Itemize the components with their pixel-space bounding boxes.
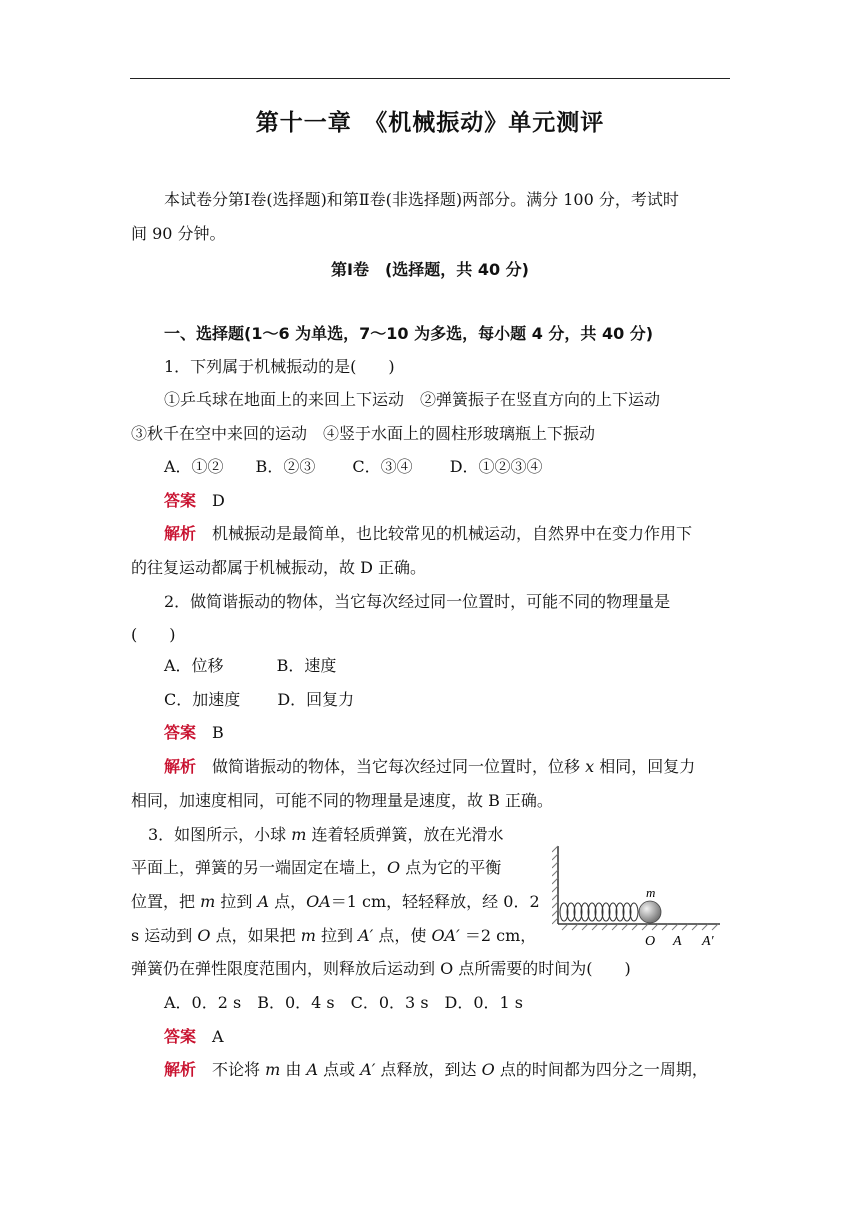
text: 点为它的平衡 xyxy=(400,858,502,877)
variable-m: m xyxy=(200,892,216,911)
variable-OA-prime: OA′ xyxy=(431,926,460,945)
q2-analysis-line2: 相同，加速度相同，可能不同的物理量是速度，故 B 正确。 xyxy=(131,791,553,810)
answer-value: D xyxy=(212,491,225,510)
analysis-label: 解析 xyxy=(164,524,197,543)
floor-hatch xyxy=(562,924,718,930)
analysis-text: 机械振动是最简单，也比较常见的机械运动，自然界中在变力作用下 xyxy=(212,524,693,543)
q1-options: A．①② B．②③ C．③④ D．①②③④ xyxy=(164,457,543,476)
label-O: O xyxy=(645,934,656,949)
analysis-text: 做简谐振动的物体，当它每次经过同一位置时，位移 xyxy=(212,757,586,776)
q3-stem-line5: 弹簧仍在弹性限度范围内，则释放后运动到 O 点所需要的时间为( ) xyxy=(131,959,631,978)
text: 点释放，到达 xyxy=(375,1060,482,1079)
variable-A-prime: A′ xyxy=(358,926,374,945)
intro-line-1: 本试卷分第Ⅰ卷(选择题)和第Ⅱ卷(非选择题)两部分。满分 100 分，考试时 xyxy=(164,190,679,209)
variable-m: m xyxy=(265,1060,281,1079)
q1-analysis-line2: 的往复运动都属于机械振动，故 D 正确。 xyxy=(131,558,427,577)
answer-label: 答案 xyxy=(164,491,197,510)
text: s 运动到 xyxy=(131,926,198,945)
analysis-text: 相同，回复力 xyxy=(594,757,696,776)
q1-stem: 1．下列属于机械振动的是( ) xyxy=(164,357,395,376)
text: 点，如果把 xyxy=(210,926,301,945)
q3-stem-line4 xyxy=(131,926,536,946)
q2-stem-line2: ( ) xyxy=(131,625,176,644)
variable-OA: OA xyxy=(306,892,331,911)
text: 连着轻质弹簧，放在光滑水 xyxy=(306,825,504,844)
text: 点或 xyxy=(318,1060,361,1079)
q2-stem-line1: 2．做简谐振动的物体，当它每次经过同一位置时，可能不同的物理量是 xyxy=(164,592,671,611)
variable-m: m xyxy=(300,926,316,945)
analysis-label: 解析 xyxy=(164,757,197,776)
page-title: 第十一章 《机械振动》单元测评 xyxy=(255,110,605,136)
wall-hatch xyxy=(552,846,558,924)
variable-O: O xyxy=(197,926,211,945)
text: ＝2 cm， xyxy=(459,926,537,945)
q3-options: A．0．2 s B．0．4 s C．0．3 s D．0．1 s xyxy=(164,993,524,1012)
mass-label: m xyxy=(646,885,656,900)
answer-value: B xyxy=(212,723,224,742)
text: 拉到 xyxy=(215,892,258,911)
q1-items-line1: ①乒乓球在地面上的来回上下运动 ②弹簧振子在竖直方向的上下运动 xyxy=(164,390,661,409)
q2-options-line1: A．位移 B．速度 xyxy=(164,656,337,675)
q3-stem-line3 xyxy=(131,892,540,912)
q2-options-line2: C．加速度 D．回复力 xyxy=(164,690,355,709)
variable-A-prime: A′ xyxy=(360,1060,376,1079)
text: 点，使 xyxy=(373,926,432,945)
q1-answer xyxy=(164,491,225,511)
section1-heading: 一、选择题(1～6 为单选，7～10 为多选，每小题 4 分，共 40 分) xyxy=(164,324,654,343)
q2-analysis-line1 xyxy=(164,757,695,777)
intro-line-2: 间 90 分钟。 xyxy=(131,224,226,243)
q1-analysis-line1 xyxy=(164,524,692,544)
q3-stem-line1 xyxy=(148,825,504,845)
variable-O: O xyxy=(481,1060,495,1079)
part1-heading: 第Ⅰ卷 (选择题，共 40 分) xyxy=(331,260,529,279)
answer-label: 答案 xyxy=(164,1027,197,1046)
text: ＝1 cm，轻轻释放，经 0．2 xyxy=(330,892,540,911)
variable-A: A xyxy=(306,1060,319,1079)
text: 不论将 xyxy=(212,1060,266,1079)
q3-answer xyxy=(164,1027,224,1047)
text: 由 xyxy=(280,1060,307,1079)
label-A-prime: A′ xyxy=(702,934,714,949)
q3-stem-line2 xyxy=(131,858,501,878)
q2-answer xyxy=(164,723,224,743)
spring-mass-figure xyxy=(552,842,732,952)
spring xyxy=(560,903,638,921)
variable-m: m xyxy=(291,825,307,844)
text: 平面上，弹簧的另一端固定在墙上， xyxy=(131,858,388,877)
label-A: A xyxy=(673,934,682,949)
q1-items-line2: ③秋千在空中来回的运动 ④竖于水面上的圆柱形玻璃瓶上下振动 xyxy=(131,424,596,443)
ball-mass xyxy=(639,901,661,923)
answer-value: A xyxy=(212,1027,224,1046)
variable-A: A xyxy=(257,892,270,911)
text: 拉到 xyxy=(315,926,359,945)
q3-analysis-line1 xyxy=(164,1060,708,1080)
variable-O: O xyxy=(387,858,401,877)
analysis-label: 解析 xyxy=(164,1060,197,1079)
text: 点的时间都为四分之一周期， xyxy=(494,1060,708,1079)
text: 3．如图所示，小球 xyxy=(148,825,292,844)
text: 点， xyxy=(269,892,307,911)
text: 位置，把 xyxy=(131,892,201,911)
answer-label: 答案 xyxy=(164,723,197,742)
header-rule xyxy=(130,78,730,79)
variable-x: x xyxy=(585,757,595,776)
